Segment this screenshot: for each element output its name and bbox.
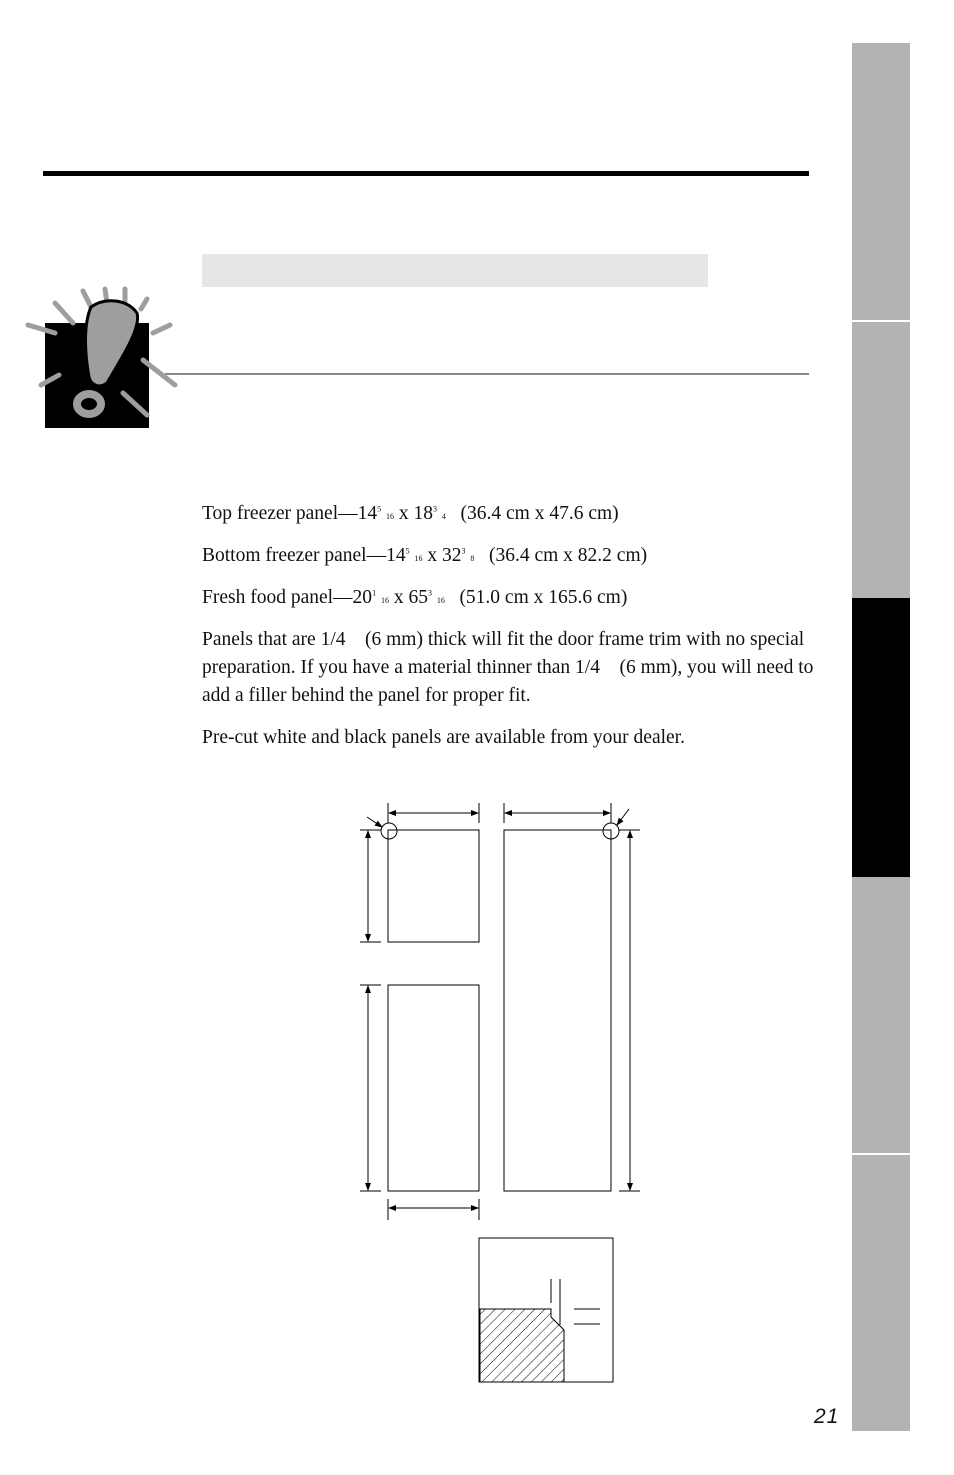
side-tab-3[interactable] (852, 598, 910, 877)
thickness-paragraph: Panels that are 1/4 (6 mm) thick will fit the door frame trim with no special preparation. If you have a material thinner than 1/4 (6 mm), you will need to add a filler behind the panel for proper fit. (202, 629, 814, 706)
fresh-food-dimension: Fresh food $panel—20^1$ 16 x $65^3$ 16 (51.0 cm x 165.6 cm) (202, 587, 628, 608)
corner-circle-left (381, 823, 397, 839)
exclamation-warning-icon (25, 285, 180, 430)
top-freezer-panel-outline (388, 830, 479, 942)
panel-dimensions-text (202, 500, 822, 766)
fresh-food-panel-outline (504, 830, 611, 1191)
top-freezer-dimension: Top freezer $panel—14^5$ 16 x $18^3$ 4 (36.4 cm x 47.6 cm) (202, 503, 619, 524)
section-rule (165, 373, 809, 375)
side-tab-5[interactable] (852, 1155, 910, 1431)
side-tab-2[interactable] (852, 322, 910, 598)
trim-detail-diagram (478, 1237, 616, 1385)
side-tab-1[interactable] (852, 43, 910, 320)
precut-paragraph: Pre-cut white and black panels are available from your dealer. (202, 727, 685, 748)
page-number: 21 (814, 1405, 840, 1428)
header-rule (43, 171, 809, 176)
panel-diagram (355, 795, 655, 1225)
side-tabs (852, 43, 910, 1431)
bottom-freezer-dimension: Bottom freezer $panel—14^5$ 16 x $32^3$ 8 (36.4 cm x 82.2 cm) (202, 545, 648, 566)
bottom-freezer-panel-outline (388, 985, 479, 1191)
section-header-bar (202, 254, 708, 287)
trim-cross-section (480, 1309, 564, 1382)
side-tab-4[interactable] (852, 877, 910, 1153)
